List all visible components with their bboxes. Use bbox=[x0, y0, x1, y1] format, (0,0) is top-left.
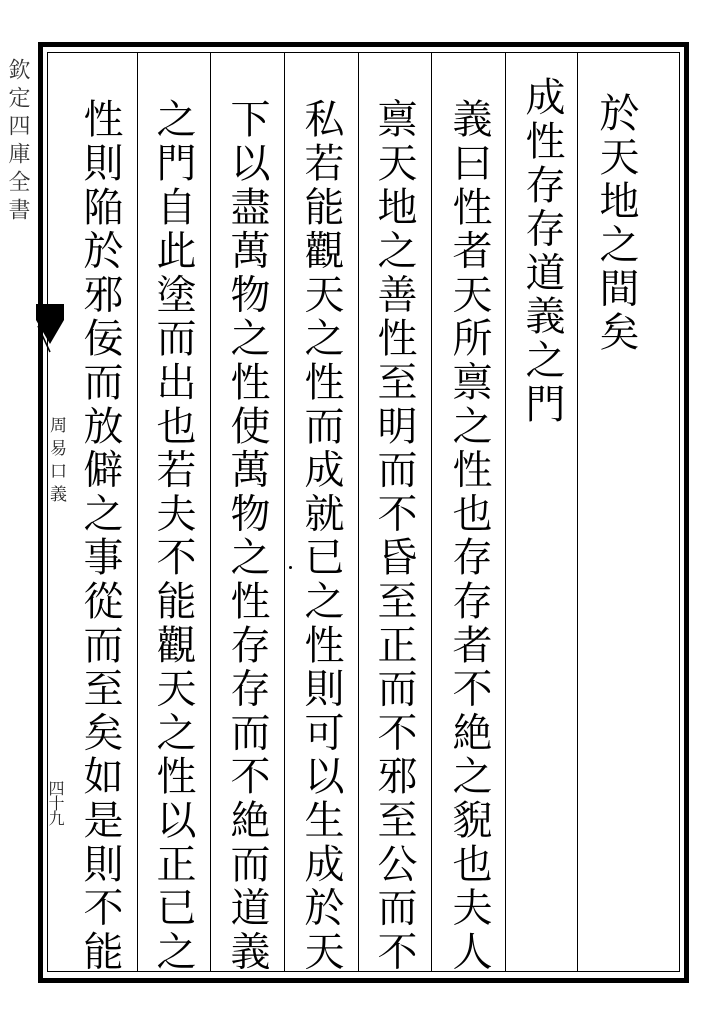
column-rule bbox=[137, 52, 138, 972]
text-column-8: 性則陥於邪佞而放僻之事從而至矣如是則不能 bbox=[77, 98, 123, 974]
column-rule bbox=[505, 52, 506, 972]
margin-page-number: 四十九 bbox=[46, 780, 65, 825]
margin-edge-title: 欽定四庫全書 bbox=[5, 58, 30, 226]
column-rule bbox=[358, 52, 359, 972]
text-column-5: 私若能觀天之性而成就已之性則可以生成於天 bbox=[298, 98, 344, 974]
text-column-4: 禀天地之善性至明而不昏至正而不邪至公而不 bbox=[371, 98, 417, 974]
text-column-2: 成性存存道義之門 bbox=[519, 76, 565, 427]
fish-tail-mark-icon bbox=[36, 304, 64, 354]
ink-speck bbox=[289, 566, 292, 569]
column-rule bbox=[431, 52, 432, 972]
text-column-7: 之門自此塗而出也若夫不能觀天之性以正已之 bbox=[150, 98, 196, 974]
column-rule bbox=[577, 52, 578, 972]
margin-book-title: 周易口義 bbox=[46, 416, 66, 508]
text-column-3: 義曰性者天所禀之性也存存者不絶之貎也夫人 bbox=[446, 98, 492, 974]
column-rule bbox=[210, 52, 211, 972]
text-column-1: 於天地之間矣 bbox=[593, 92, 639, 355]
column-rule bbox=[284, 52, 285, 972]
text-column-6: 下以盡萬物之性使萬物之性存存而不絶而道義 bbox=[224, 98, 270, 974]
